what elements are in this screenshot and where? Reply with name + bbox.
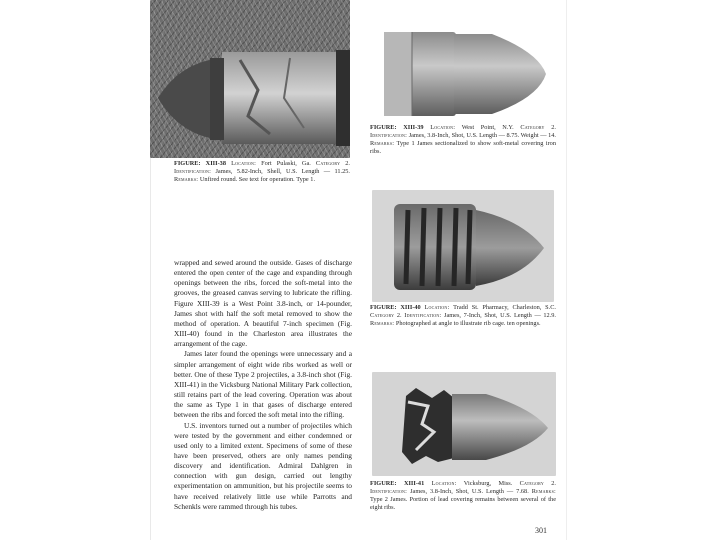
shell-illustration-41 — [372, 372, 556, 476]
shell-illustration-38 — [150, 0, 350, 158]
location-label: Location: — [424, 304, 450, 311]
body-paragraph-3: U.S. inventors turned out a number of projectiles which were tested by the government and either condemned or used only to a limited extent. Specimens of some of these have been preserved, others are only names pending discovery and identification. Admiral Dahlgren in connection with gun design, carried out lengthy experimentation on ammunition, but his projectile seems to have received relatively little use while Parrotts and Schenkls were rammed through his tubes. — [174, 420, 352, 511]
body-paragraph-1: wrapped and sewed around the outside. Gases of discharge entered the open center of the cage and expanding through openings between the ribs, forced the soft-metal into the grooves, the greased canvas serving to lubricate the rifling. Figure XIII-39 is a West Point 3.8-inch, or 14-pounder, James shot with half the soft metal removed to show the method of operation. A beautiful 7-inch specimen (Fig. XIII-40) found in the Charleston area illustrates the arrangement of the cage. — [174, 258, 352, 349]
category-label: Category — [315, 160, 341, 167]
location-label: Location: — [430, 124, 456, 131]
remarks-label: Remarks: — [174, 176, 199, 183]
identification-label: Identification: — [370, 488, 408, 495]
remarks-label: Remarks: — [370, 320, 395, 327]
remarks-value: Unfired round. See text for operation. Type 1. — [199, 176, 316, 183]
caption-fig-40 — [370, 304, 556, 328]
photo-fig-40-rib-cage-shot — [372, 190, 554, 302]
identification-label: Identification: — [174, 168, 212, 175]
caption-fig-41 — [370, 480, 556, 512]
category-value: 2. — [345, 160, 350, 167]
identification-label: Identification: — [404, 312, 442, 319]
category-label: Category — [520, 124, 545, 131]
page-edge-right — [566, 0, 567, 540]
figure-label: FIGURE: XIII-40 — [370, 304, 421, 311]
body-text-column — [174, 258, 352, 512]
page-number: 301 — [535, 526, 547, 535]
location-value: Tradd St. Pharmacy, Charleston, S.C. — [453, 304, 556, 311]
identification-value: James, 3.8-Inch, Shot, U.S. Length — 7.68. — [410, 488, 529, 495]
photo-fig-41-type2-shot — [372, 372, 556, 476]
figure-label: FIGURE: XIII-41 — [370, 480, 425, 487]
shell-illustration-39 — [368, 0, 558, 120]
body-paragraph-2: James later found the openings were unnecessary and a simpler arrangement of eight wide ribs worked as well or better. One of these Type 2 projectiles, a 3.8-inch shot (Fig. XIII-41) in the Vicksburg National Military Park collection, still retains part of the lead covering. Operation was about the same as Type 1 in that gases of discharge entered between the ribs and forced the soft metal into the rifling. — [174, 349, 352, 420]
remarks-label: Remarks: — [370, 140, 395, 147]
location-label: Location: — [431, 480, 457, 487]
remarks-value: Photographed at angle to illustrate rib cage. ten openings. — [395, 320, 541, 327]
identification-label: Identification: — [370, 132, 408, 139]
figure-label: FIGURE: XIII-38 — [174, 160, 226, 167]
remarks-label: Remarks: — [531, 488, 557, 495]
location-value: Fort Pulaski, Ga. — [261, 160, 311, 167]
identification-value: James, 5.82-Inch, Shell, U.S. Length — 11.25. — [215, 168, 350, 175]
category-value: 2. — [551, 480, 556, 487]
shell-illustration-40 — [372, 190, 554, 302]
category-label: Category — [519, 480, 544, 487]
identification-value: James, 3.8-Inch, Shot, U.S. Length — 8.75. Weight — 14. — [408, 132, 556, 139]
location-label: Location: — [231, 160, 257, 167]
identification-value: James, 7-Inch, Shot, U.S. Length — 12.9. — [444, 312, 556, 319]
category-value: 2. — [551, 124, 557, 131]
location-value: West Point, N.Y. — [461, 124, 514, 131]
figure-label: FIGURE: XIII-39 — [370, 124, 424, 131]
caption-fig-39 — [370, 124, 556, 156]
photo-fig-38-shell-on-grass — [150, 0, 350, 158]
category-value: 2. — [396, 312, 402, 319]
category-label: Category — [370, 312, 395, 319]
location-value: Vicksburg, Miss. — [463, 480, 513, 487]
remarks-value: Type 1 James sectionalized to show soft-metal covering iron ribs. — [370, 140, 556, 155]
photo-fig-39-sectioned-shot — [368, 0, 558, 120]
caption-fig-38 — [174, 160, 350, 184]
remarks-value: Type 2 James. Portion of lead covering remains between several of the eight ribs. — [370, 496, 556, 511]
